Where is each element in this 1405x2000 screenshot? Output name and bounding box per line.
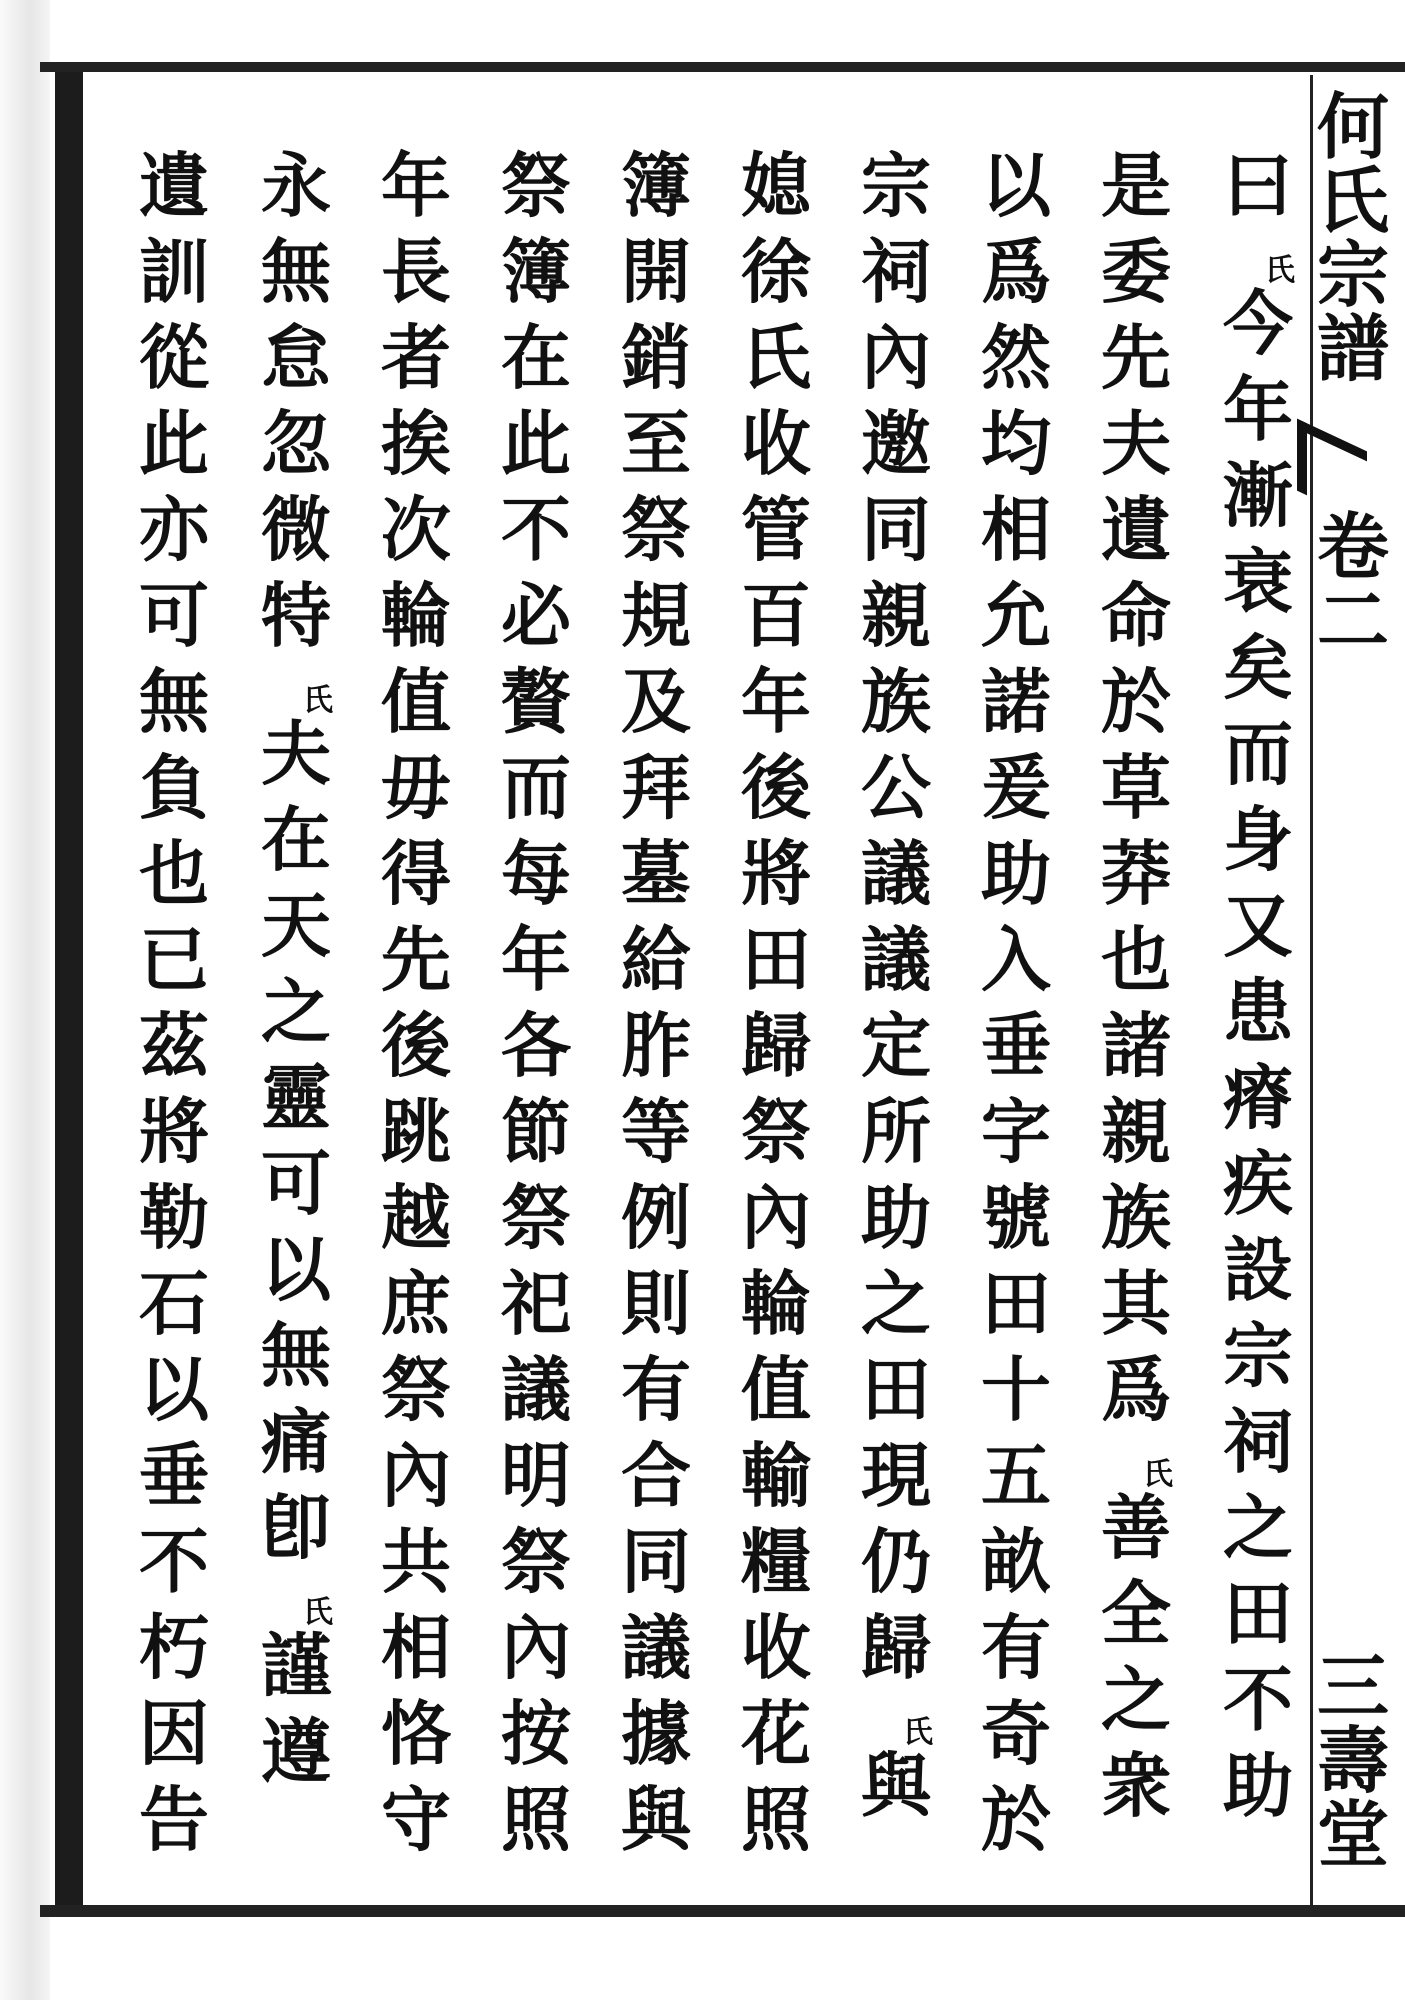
text-column (1212, 144, 1304, 1870)
text-char: 石 (139, 1262, 209, 1345)
volume-char: 卷 (1316, 504, 1389, 589)
text-char: 委 (1101, 230, 1171, 313)
text-char: 此 (501, 402, 571, 485)
hall-name-char: 堂 (1316, 1792, 1389, 1877)
text-column (730, 144, 822, 1870)
text-char: 及 (621, 660, 691, 743)
text-char: 將 (741, 832, 811, 915)
text-char: 有 (621, 1348, 691, 1431)
text-char: 議 (501, 1348, 571, 1431)
small-annotation-char: 氏 (903, 1715, 933, 1750)
text-char: 永 (261, 144, 331, 227)
hall-name-char: 三 (1316, 1644, 1389, 1729)
text-char: 祭 (501, 1176, 571, 1259)
text-char: 祭 (501, 1520, 571, 1603)
text-char: 田 (981, 1262, 1051, 1345)
text-char: 曰 (1223, 144, 1293, 227)
text-column (1090, 144, 1182, 1870)
text-char: 歸 (861, 1606, 931, 1689)
text-char: 內 (381, 1434, 451, 1517)
text-char: 爲 (981, 230, 1051, 313)
text-char: 田 (741, 918, 811, 1001)
text-char: 值 (741, 1348, 811, 1431)
text-char: 夫 (1101, 402, 1171, 485)
text-char: 開 (621, 230, 691, 313)
text-char: 必 (501, 574, 571, 657)
hall-name-char: 壽 (1316, 1718, 1389, 1803)
text-char: 越 (381, 1176, 451, 1259)
text-char: 而 (1223, 712, 1293, 795)
text-char: 命 (1101, 574, 1171, 657)
text-column (490, 144, 582, 1870)
text-char: 以 (139, 1348, 209, 1431)
text-char: 之 (1223, 1486, 1293, 1569)
text-char: 草 (1101, 746, 1171, 829)
text-char: 遵 (261, 1710, 331, 1793)
text-char: 仍 (861, 1520, 931, 1603)
text-column (250, 144, 342, 1870)
text-char: 贅 (501, 660, 571, 743)
text-char: 例 (621, 1176, 691, 1259)
text-char: 年 (381, 144, 451, 227)
text-char: 不 (1223, 1658, 1293, 1741)
text-char: 次 (381, 488, 451, 571)
text-char: 邀 (861, 402, 931, 485)
text-char: 此 (139, 402, 209, 485)
text-char: 助 (1223, 1744, 1293, 1827)
text-char: 與 (861, 1744, 931, 1827)
book-title-char: 何 (1316, 84, 1389, 169)
top-border-line (40, 62, 1405, 72)
text-char: 等 (621, 1090, 691, 1173)
text-char: 照 (741, 1778, 811, 1861)
text-char: 恪 (381, 1692, 451, 1775)
text-char: 在 (261, 798, 331, 881)
text-char: 善 (1101, 1486, 1171, 1569)
text-char: 是 (1101, 144, 1171, 227)
text-char: 勒 (139, 1176, 209, 1259)
text-char: 朽 (139, 1606, 209, 1689)
text-char: 祭 (621, 488, 691, 571)
text-char: 按 (501, 1692, 571, 1775)
text-char: 無 (139, 660, 209, 743)
text-char: 助 (861, 1176, 931, 1259)
text-char: 據 (621, 1692, 691, 1775)
text-char: 親 (1101, 1090, 1171, 1173)
text-char: 負 (139, 746, 209, 829)
text-char: 之 (861, 1262, 931, 1345)
text-char: 輸 (741, 1434, 811, 1517)
text-char: 諸 (1101, 1004, 1171, 1087)
text-char: 守 (381, 1778, 451, 1861)
text-char: 相 (981, 488, 1051, 571)
text-char: 田 (861, 1348, 931, 1431)
text-char: 號 (981, 1176, 1051, 1259)
text-char: 內 (501, 1606, 571, 1689)
text-char: 天 (261, 884, 331, 967)
text-char: 爲 (1101, 1348, 1171, 1431)
text-char: 同 (861, 488, 931, 571)
text-char: 爰 (981, 746, 1051, 829)
small-annotation-char: 氏 (1265, 253, 1295, 288)
text-char: 忽 (261, 402, 331, 485)
text-char: 字 (981, 1090, 1051, 1173)
text-char: 者 (381, 316, 451, 399)
text-column (970, 144, 1062, 1870)
text-char: 諾 (981, 660, 1051, 743)
text-char: 定 (861, 1004, 931, 1087)
text-char: 之 (261, 970, 331, 1053)
text-char: 祠 (1223, 1400, 1293, 1483)
text-char: 挨 (381, 402, 451, 485)
volume-char: 二 (1316, 578, 1389, 663)
text-char: 可 (261, 1142, 331, 1225)
text-char: 垂 (981, 1004, 1051, 1087)
text-char: 畝 (981, 1520, 1051, 1603)
text-char: 銷 (621, 316, 691, 399)
text-char: 族 (861, 660, 931, 743)
text-char: 之 (1101, 1658, 1171, 1741)
text-char: 均 (981, 402, 1051, 485)
text-char: 氏 (741, 316, 811, 399)
text-char: 因 (139, 1692, 209, 1775)
text-char: 至 (621, 402, 691, 485)
text-char: 百 (741, 574, 811, 657)
text-char: 而 (501, 746, 571, 829)
text-char: 五 (981, 1434, 1051, 1517)
text-char: 拜 (621, 746, 691, 829)
text-char: 先 (1101, 316, 1171, 399)
text-char: 值 (381, 660, 451, 743)
text-char: 簿 (501, 230, 571, 313)
text-char: 糧 (741, 1520, 811, 1603)
text-char: 墓 (621, 832, 691, 915)
text-char: 祠 (861, 230, 931, 313)
text-column (370, 144, 462, 1870)
text-char: 相 (381, 1606, 451, 1689)
text-char: 內 (861, 316, 931, 399)
text-char: 又 (1223, 884, 1293, 967)
text-char: 痛 (261, 1400, 331, 1483)
text-char: 漸 (1223, 454, 1293, 537)
page-header-column (1313, 84, 1393, 1890)
left-border-bar (55, 65, 83, 1910)
text-char: 無 (261, 1314, 331, 1397)
text-char: 在 (501, 316, 571, 399)
text-char: 以 (981, 144, 1051, 227)
page-left-edge (0, 0, 50, 2000)
text-char: 後 (381, 1004, 451, 1087)
text-char: 徐 (741, 230, 811, 313)
text-column (610, 144, 702, 1870)
text-char: 怠 (261, 316, 331, 399)
text-char: 輪 (741, 1262, 811, 1345)
bottom-border-line (40, 1905, 1405, 1917)
text-char: 已 (139, 918, 209, 1001)
text-char: 庶 (381, 1262, 451, 1345)
text-char: 有 (981, 1606, 1051, 1689)
text-char: 告 (139, 1778, 209, 1861)
text-char: 全 (1101, 1572, 1171, 1655)
text-char: 祭 (741, 1090, 811, 1173)
text-char: 卽 (261, 1486, 331, 1569)
text-char: 遺 (1101, 488, 1171, 571)
small-annotation-char: 氏 (1143, 1457, 1173, 1492)
text-char: 歸 (741, 1004, 811, 1087)
text-char: 茲 (139, 1004, 209, 1087)
text-char: 亦 (139, 488, 209, 571)
text-char: 族 (1101, 1176, 1171, 1259)
text-char: 輪 (381, 574, 451, 657)
text-char: 奇 (981, 1692, 1051, 1775)
text-char: 簿 (621, 144, 691, 227)
text-char: 胙 (621, 1004, 691, 1087)
text-char: 內 (741, 1176, 811, 1259)
text-char: 其 (1101, 1262, 1171, 1345)
small-annotation-char: 氏 (303, 683, 333, 718)
text-char: 年 (1223, 368, 1293, 451)
book-title-char: 譜 (1316, 306, 1389, 391)
text-char: 得 (381, 832, 451, 915)
text-char: 公 (861, 746, 931, 829)
text-char: 媳 (741, 144, 811, 227)
text-char: 親 (861, 574, 931, 657)
text-char: 祭 (381, 1348, 451, 1431)
text-char: 田 (1223, 1572, 1293, 1655)
text-char: 與 (621, 1778, 691, 1861)
text-char: 身 (1223, 798, 1293, 881)
small-annotation-char: 氏 (303, 1595, 333, 1630)
text-char: 照 (501, 1778, 571, 1861)
text-char: 明 (501, 1434, 571, 1517)
text-char: 設 (1223, 1228, 1293, 1311)
text-char: 後 (741, 746, 811, 829)
text-char: 特 (261, 574, 331, 657)
text-char: 可 (139, 574, 209, 657)
text-column (128, 144, 220, 1870)
text-char: 節 (501, 1090, 571, 1173)
text-char: 收 (741, 1606, 811, 1689)
text-char: 將 (139, 1090, 209, 1173)
text-char: 管 (741, 488, 811, 571)
text-char: 瘠 (1223, 1056, 1293, 1139)
text-char: 靈 (261, 1056, 331, 1139)
text-char: 祭 (501, 144, 571, 227)
text-char: 毋 (381, 746, 451, 829)
text-char: 議 (621, 1606, 691, 1689)
text-char: 花 (741, 1692, 811, 1775)
text-char: 年 (741, 660, 811, 743)
text-char: 入 (981, 918, 1051, 1001)
text-char: 以 (261, 1228, 331, 1311)
text-char: 也 (139, 832, 209, 915)
text-char: 然 (981, 316, 1051, 399)
text-char: 年 (501, 918, 571, 1001)
text-char: 十 (981, 1348, 1051, 1431)
text-char: 祀 (501, 1262, 571, 1345)
text-char: 現 (861, 1434, 931, 1517)
text-char: 不 (139, 1520, 209, 1603)
text-char: 衆 (1101, 1744, 1171, 1827)
text-char: 矣 (1223, 626, 1293, 709)
text-char: 謹 (261, 1624, 331, 1707)
text-char: 規 (621, 574, 691, 657)
text-char: 跳 (381, 1090, 451, 1173)
text-char: 宗 (861, 144, 931, 227)
book-title-char: 氏 (1316, 158, 1389, 243)
text-char: 宗 (1223, 1314, 1293, 1397)
text-char: 遺 (139, 144, 209, 227)
text-char: 莽 (1101, 832, 1171, 915)
text-char: 所 (861, 1090, 931, 1173)
text-char: 微 (261, 488, 331, 571)
text-char: 收 (741, 402, 811, 485)
text-char: 給 (621, 918, 691, 1001)
text-char: 夫 (261, 712, 331, 795)
text-char: 同 (621, 1520, 691, 1603)
text-char: 於 (1101, 660, 1171, 743)
text-char: 疾 (1223, 1142, 1293, 1225)
text-char: 從 (139, 316, 209, 399)
text-char: 於 (981, 1778, 1051, 1861)
text-char: 也 (1101, 918, 1171, 1001)
text-char: 議 (861, 832, 931, 915)
text-char: 則 (621, 1262, 691, 1345)
text-char: 議 (861, 918, 931, 1001)
text-char: 每 (501, 832, 571, 915)
book-title-char: 宗 (1316, 232, 1389, 317)
text-char: 各 (501, 1004, 571, 1087)
text-char: 垂 (139, 1434, 209, 1517)
text-char: 衰 (1223, 540, 1293, 623)
text-char: 長 (381, 230, 451, 313)
text-char: 先 (381, 918, 451, 1001)
text-char: 共 (381, 1520, 451, 1603)
text-char: 合 (621, 1434, 691, 1517)
text-char: 訓 (139, 230, 209, 313)
text-char: 今 (1223, 282, 1293, 365)
text-char: 助 (981, 832, 1051, 915)
text-char: 無 (261, 230, 331, 313)
text-char: 患 (1223, 970, 1293, 1053)
text-char: 不 (501, 488, 571, 571)
text-column (850, 144, 942, 1870)
text-char: 允 (981, 574, 1051, 657)
